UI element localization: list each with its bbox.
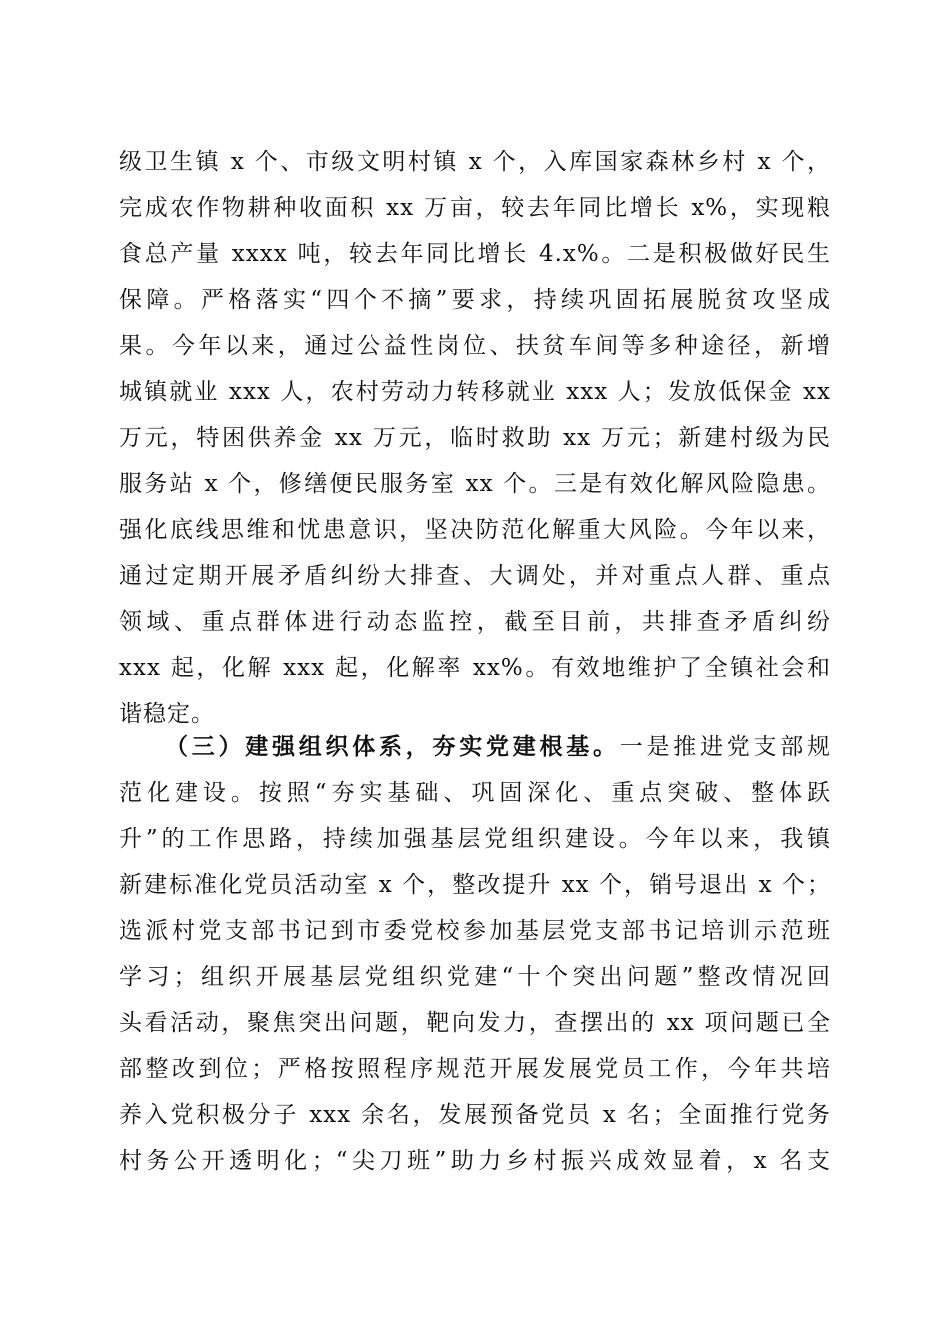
text-line: 果。今年以来，通过公益性岗位、扶贫车间等多种途径，新增: [119, 333, 831, 359]
text-line: 学习；组织开展基层党组织党建“十个突出问题”整改情况回: [119, 964, 831, 990]
text-line: 升”的工作思路，持续加强基层党组织建设。今年以来，我镇: [119, 826, 831, 852]
text-line: 服务站 x 个，修缮便民服务室 xx 个。三是有效化解风险隐患。: [119, 471, 831, 497]
text-line: 强化底线思维和忧患意识，坚决防范化解重大风险。今年以来，: [119, 517, 831, 543]
text-line: 城镇就业 xxx 人，农村劳动力转移就业 xxx 人；发放低保金 xx: [119, 379, 831, 405]
text-line: 谐稳定。: [119, 701, 215, 727]
text-line: 村务公开透明化；“尖刀班”助力乡村振兴成效显着，x 名支: [119, 1148, 831, 1174]
text-line: 部整改到位；严格按照程序规范开展发展党员工作，今年共培: [119, 1056, 831, 1082]
text-line: 范化建设。按照“夯实基础、巩固深化、重点突破、整体跃: [119, 780, 831, 806]
text-line: 选派村党支部书记到市委党校参加基层党支部书记培训示范班: [119, 918, 831, 944]
text-line: 头看活动，聚焦突出问题，靶向发力，查摆出的 xx 项问题已全: [119, 1010, 831, 1036]
text-line: 通过定期开展矛盾纠纷大排查、大调处，并对重点人群、重点: [119, 563, 831, 589]
text-line: xxx 起，化解 xxx 起，化解率 xx%。有效地维护了全镇社会和: [119, 655, 831, 681]
text-line: 完成农作物耕种收面积 xx 万亩，较去年同比增长 x%，实现粮: [119, 195, 831, 221]
text-line: 保障。严格落实“四个不摘”要求，持续巩固拓展脱贫攻坚成: [119, 287, 831, 313]
text-line: 养入党积极分子 xxx 余名，发展预备党员 x 名；全面推行党务: [119, 1102, 831, 1128]
paragraph-first-line: [119, 724, 831, 770]
paragraph-achievements: [119, 139, 831, 737]
text-segment: 一是推进党支部规: [619, 734, 831, 760]
text-line: 新建标准化党员活动室 x 个，整改提升 xx 个，销号退出 x 个；: [119, 872, 831, 898]
text-line: 食总产量 xxxx 吨，较去年同比增长 4.x%。二是积极做好民生: [119, 241, 831, 267]
paragraph-party-building: [119, 724, 831, 1184]
text-line: 万元，特困供养金 xx 万元，临时救助 xx 万元；新建村级为民: [119, 425, 831, 451]
section-heading: （三）建强组织体系，夯实党建根基。: [165, 733, 620, 760]
text-line: 领域、重点群体进行动态监控，截至目前，共排查矛盾纠纷: [119, 609, 831, 635]
text-line: 级卫生镇 x 个、市级文明村镇 x 个，入库国家森林乡村 x 个，: [119, 149, 831, 175]
